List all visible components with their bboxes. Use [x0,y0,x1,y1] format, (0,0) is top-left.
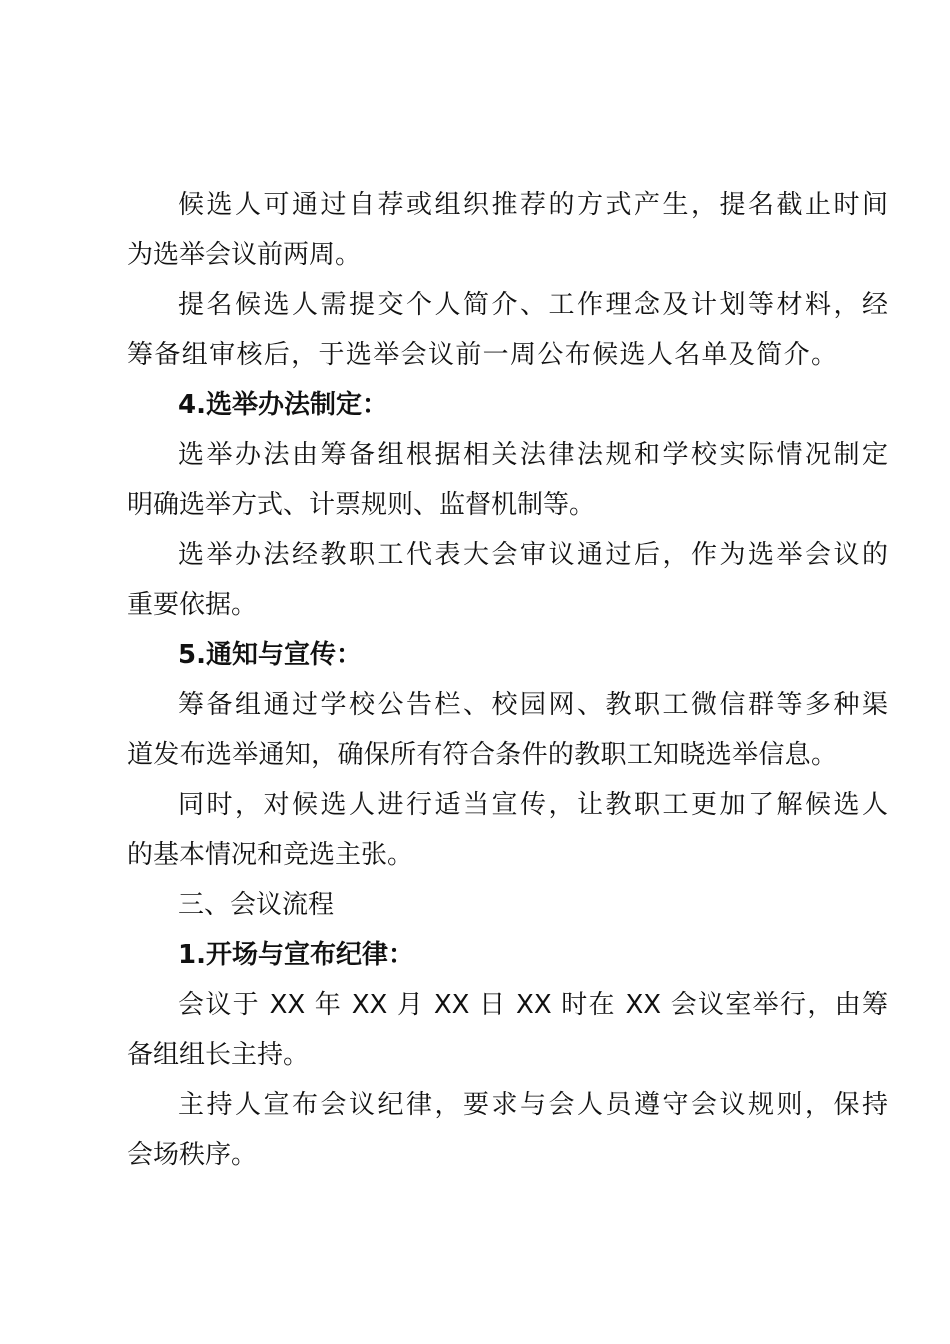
paragraph-line: 筹备组审核后，于选举会议前一周公布候选人名单及简介。 [127,340,837,370]
paragraph-line: 选举办法经教职工代表大会审议通过后，作为选举会议的 [178,540,888,570]
paragraph-line: 会场秩序。 [127,1140,258,1170]
paragraph-line: 同时，对候选人进行适当宣传，让教职工更加了解候选人 [178,790,888,820]
paragraph-line: 明确选举方式、计票规则、监督机制等。 [127,490,596,520]
section-heading: 5.通知与宣传： [178,640,362,670]
paragraph-line: 会议于 XX 年 XX 月 XX 日 XX 时在 XX 会议室举行，由筹 [178,990,888,1020]
paragraph-line: 候选人可通过自荐或组织推荐的方式产生，提名截止时间 [178,190,888,220]
chapter-heading: 三、会议流程 [178,890,335,920]
paragraph-line: 重要依据。 [127,590,258,620]
section-heading: 1.开场与宣布纪律： [178,940,414,970]
paragraph-line: 主持人宣布会议纪律，要求与会人员遵守会议规则，保持 [178,1090,888,1120]
paragraph-line: 为选举会议前两周。 [127,240,362,270]
paragraph-line: 提名候选人需提交个人简介、工作理念及计划等材料，经 [178,290,888,320]
paragraph-line: 的基本情况和竞选主张。 [127,840,414,870]
paragraph-line: 道发布选举通知，确保所有符合条件的教职工知晓选举信息。 [127,740,837,770]
paragraph-line: 选举办法由筹备组根据相关法律法规和学校实际情况制定 [178,440,888,470]
section-heading: 4.选举办法制定： [178,390,388,420]
paragraph-line: 筹备组通过学校公告栏、校园网、教职工微信群等多种渠 [178,690,888,720]
paragraph-line: 备组组长主持。 [127,1040,310,1070]
